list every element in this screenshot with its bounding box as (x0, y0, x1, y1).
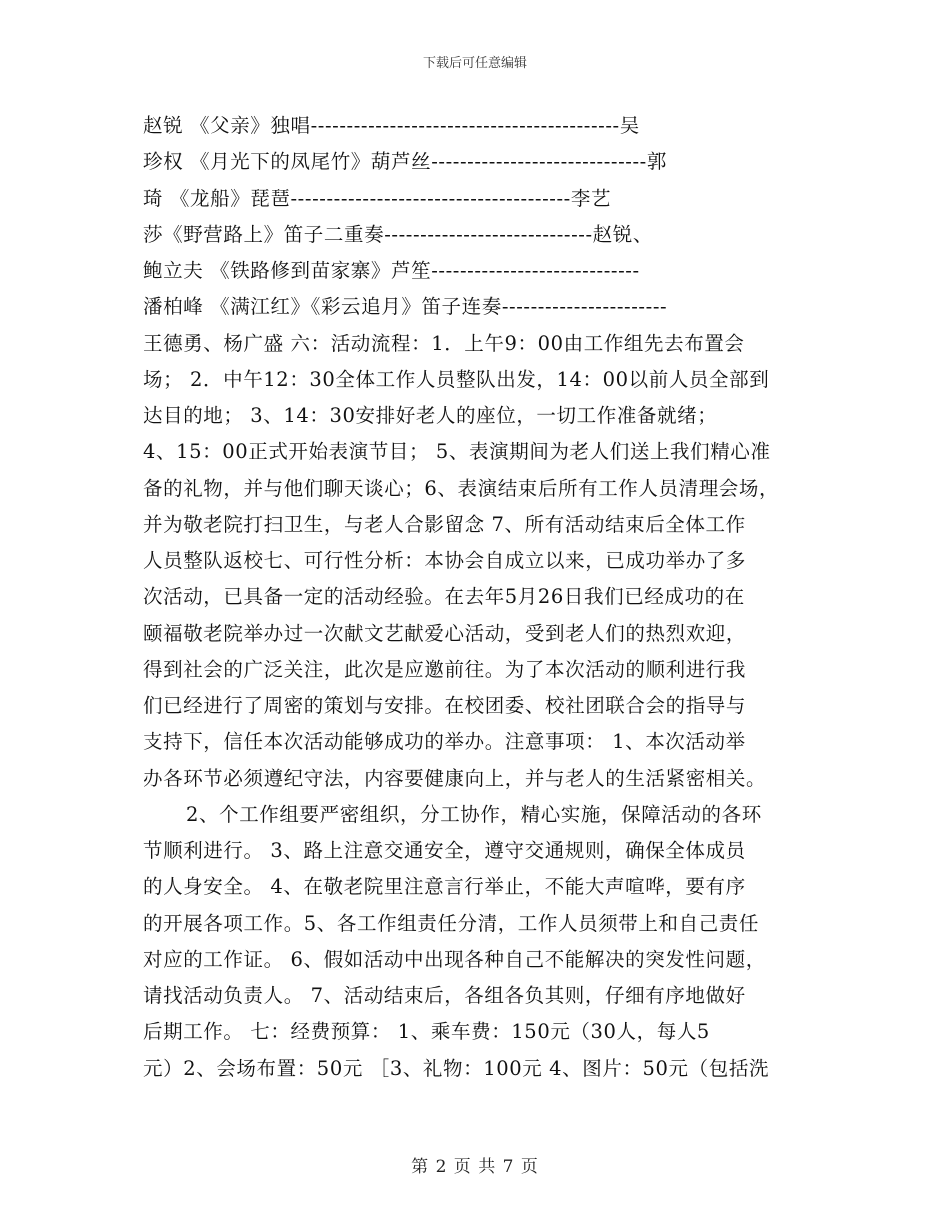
text-line: 赵锐 《父亲》独唱-------------------------------------------吴 (143, 114, 640, 137)
text-line: 王德勇、杨广盛 六：活动流程：1．上午9：00由工作组先去布置会 (143, 331, 745, 355)
text-line: 对应的工作证。 6、假如活动中出现各种自己不能解决的突发性问题， (143, 947, 766, 971)
text-line: 节顺利进行。 3、路上注意交通安全，遵守交通规则，确保全体成员 (143, 839, 746, 862)
text-line: 的人身安全。 4、在敬老院里注意言行举止，不能大声喧哗，要有序 (143, 875, 746, 899)
text-line: 4、15：00正式开始表演节目； 5、表演期间为老人们送上我们精心准 (143, 440, 771, 464)
text-line: 次活动，已具备一定的活动经验。在去年5月26日我们已经成功的在 (143, 585, 745, 609)
text-line: 支持下，信任本次活动能够成功的举办。注意事项： 1、本次活动举 (143, 730, 746, 754)
text-line: 们已经进行了周密的策划与安排。在校团委、校社团联合会的指导与 (143, 694, 747, 717)
text-line: 琦 《龙船》琵琶---------------------------------------李艺 (143, 186, 612, 210)
text-line: 办各环节必须遵纪守法，内容要健康向上，并与老人的生活紧密相关。 (143, 766, 767, 790)
text-line: 备的礼物，并与他们聊天谈心；6、表演结束后所有工作人员清理会场， (143, 476, 780, 500)
text-line: 潘柏峰 《满江红》《彩云追月》笛子连奏----------------------- (143, 295, 668, 319)
text-line: 2、个工作组要严密组织，分工协作，精心实施，保障活动的各环 (186, 802, 762, 826)
text-line: 元）2、会场布置：50元 ［3、礼物：100元 4、图片：50元（包括洗 (143, 1056, 770, 1080)
text-line: 珍权 《月光下的凤尾竹》葫芦丝------------------------------郭 (143, 150, 667, 174)
text-line: 达目的地； 3、14：30安排好老人的座位，一切工作准备就绪； (143, 404, 718, 427)
document-body (143, 108, 823, 1087)
text-line: 场； 2．中午12：30全体工作人员整队出发，14：00以前人员全部到 (143, 367, 770, 391)
text-line: 得到社会的广泛关注，此次是应邀前往。为了本次活动的顺利进行我 (143, 657, 747, 681)
text-line: 莎《野营路上》笛子二重奏-----------------------------赵锐、 (143, 222, 653, 246)
text-line: 的开展各项工作。5、各工作组责任分清，工作人员须带上和自己责任 (143, 911, 760, 935)
page-header: 下载后可任意编辑 (422, 56, 527, 71)
text-line: 并为敬老院打扫卫生，与老人合影留念 7、所有活动结束后全体工作 (143, 512, 746, 536)
text-line: 人员整队返校七、可行性分析：本协会自成立以来，已成功举办了多 (143, 549, 747, 572)
text-line: 颐福敬老院举办过一次献文艺献爱心活动，受到老人们的热烈欢迎， (143, 621, 747, 645)
text-line: 请找活动负责人。 7、活动结束后，各组各负其则，仔细有序地做好 (143, 984, 746, 1007)
text-line: 鲍立夫 《铁路修到苗家寨》芦笙----------------------------- (143, 259, 640, 282)
page-number-footer: 第 2 页 共 7 页 (411, 1157, 539, 1177)
text-line: 后期工作。 七：经费预算： 1、乘车费：150元（30人，每人5 (143, 1020, 710, 1044)
